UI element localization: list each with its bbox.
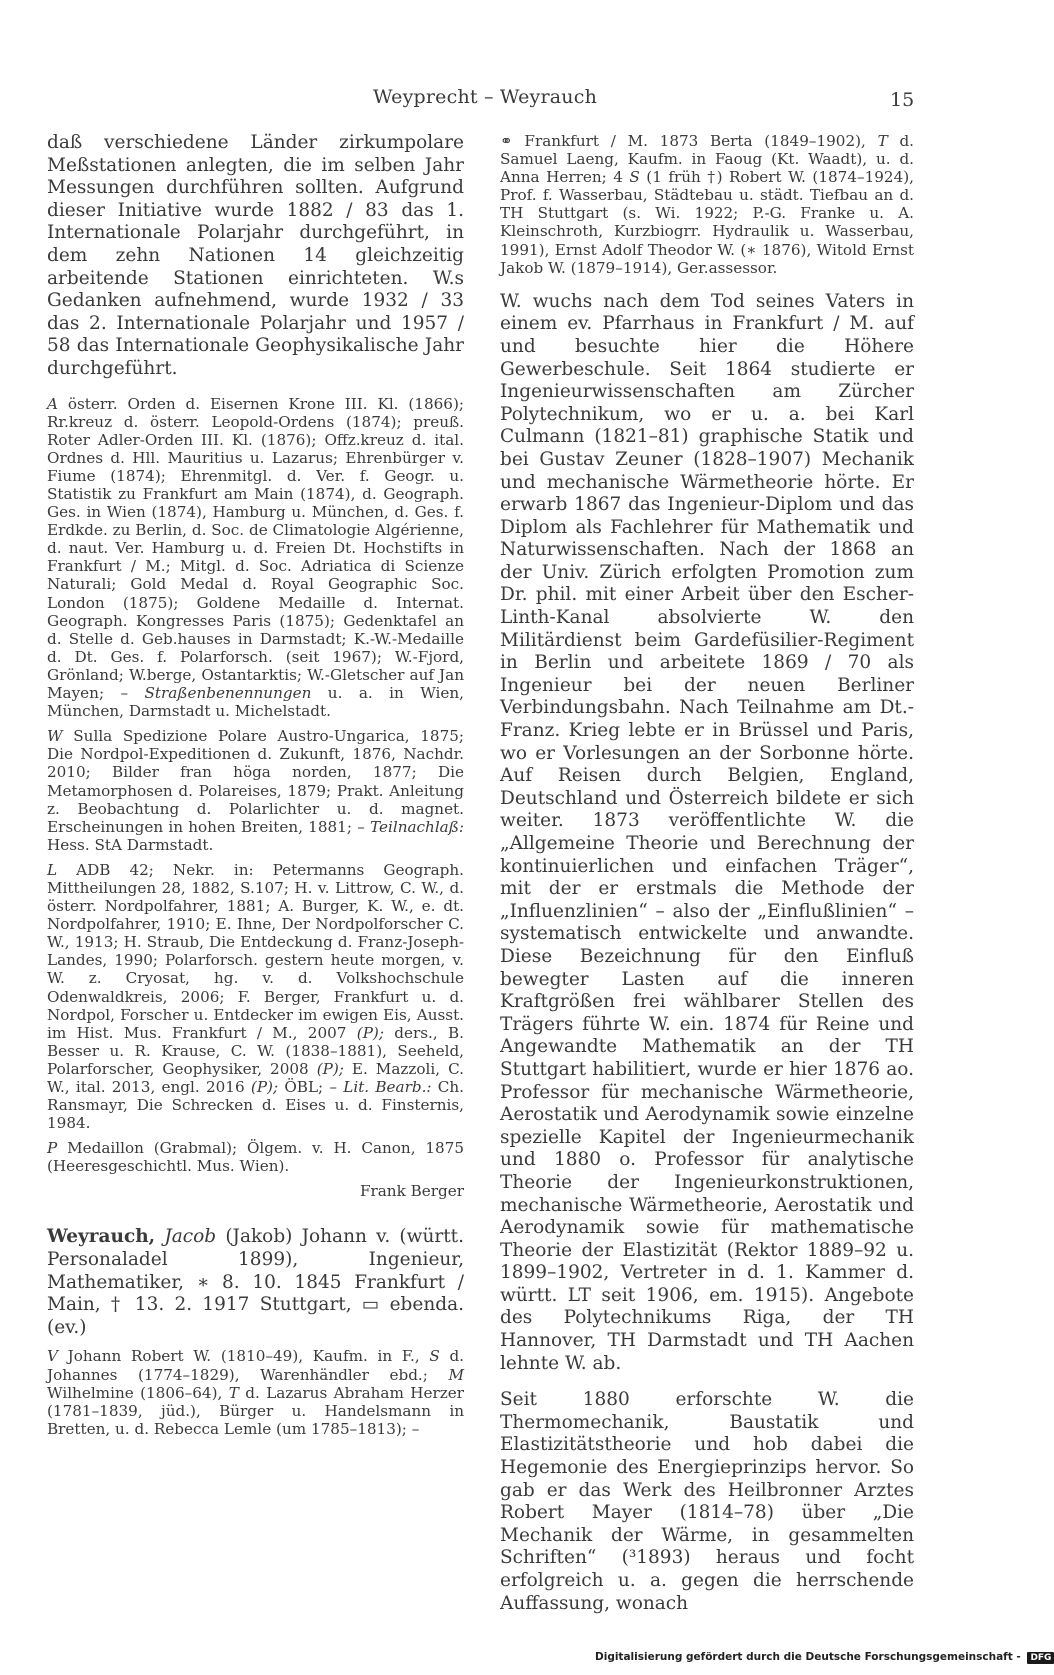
entry-details: (Jakob) Johann v. (württ. Personaladel 1899), Ingenieur, Mathematiker, ∗ 8. 10. 1845 Frankfurt / Main, † 13. 2. 1917 Stuttgart, ▭ ebenda. (ev.) xyxy=(47,1226,464,1338)
works-italic: Teilnachlaß: xyxy=(370,817,464,836)
family-cont-t-marker: T xyxy=(877,132,888,150)
portrait-section xyxy=(47,1139,464,1175)
entry-name: Weyrauch, xyxy=(47,1226,156,1248)
literature-tail: Ch. Ransmayr, Die Schrecken d. Eises u. d. Finsternis, 1984. xyxy=(47,1078,465,1133)
portrait-marker: P xyxy=(47,1139,58,1158)
literature-section xyxy=(47,861,464,1132)
family-text-2: d. Johannes (1774–1829), Warenhändler ebd.; xyxy=(47,1347,465,1384)
literature-text-1: ADB 42; Nekr. in: Petermanns Geograph. Mittheilungen 28, 1882, S.107; H. v. Littrow, C. W., d. österr. Nordpolfahrer, 1881; A. Burger, K. W., e. dt. Nordpolfahrer, 1910; E. Ihne, Der Nordpolforscher C. W., 1913; H. Straub, Die Entdeckung d. Franz-Joseph-Landes, 1990; Polarforsch. gestern heute morgen, v. W. z. Cryosat, hg. v. d. Volkshochschule Odenwaldkreis, 2006; F. Berger, Frankfurt u. d. Nordpol, Forscher u. Entdecker im ewigen Eis, Ausst. im Hist. Mus. Frankfurt / M., 2007 xyxy=(47,860,464,1042)
honors-text: österr. Orden d. Eisernen Krone III. Kl. (1866); Rr.kreuz d. österr. Leopold-Ordens (1874); preuß. Roter Adler-Orden III. Kl. (1876); Offz.kreuz d. ital. Ordnes d. Hll. Mauritius u. Lazarus; Ehrenbürger v. Fiume (1874); Ehrenmitgl. d. Ver. f. Geogr. u. Statistik zu Frankfurt am Main (1874), d. Geograph. Ges. in Wien (1874), Hamburg u. München, d. Ges. f. Erdkde. zu Berlin, d. Soc. de Climatologie Algérienne, d. naut. Ver. Hamburg u. d. Freien Dt. Hochstifts in Frankfurt / M.; Mitgl. d. Soc. Adriatica di Scienze Naturali; Gold Medal d. Royal Geographic Soc. London (1875); Goldene Medaille d. Internat. Geograph. Kongresses Paris (1875); Gedenktafel an d. Stelle d. Geb.hauses in Darmstadt; K.-W.-Medaille d. Dt. Ges. f. Polarforsch. (seit 1967); W.-Fjord, Grönland; W.berge, Ostantarktis; W.-Gletscher auf Jan Mayen; xyxy=(47,394,464,703)
family-t-marker: T xyxy=(228,1383,239,1402)
family-s-marker: S xyxy=(429,1347,440,1366)
dfg-logo-icon: DFG xyxy=(1027,1652,1054,1664)
literature-italic: Lit. Bearb.: xyxy=(343,1078,432,1096)
family-cont-3: (1 früh †) Robert W. (1874–1924), Prof. f. Wasserbau, Städtebau u. städt. Tiefbau an d. TH Stuttgart (s. Wi. 1922; P.-G. Franke u. A. Kleinschroth, Kurzbiogrr. Hydraulik u. Wasserbau, 1991), Ernst Adolf Theodor W. (∗ 1876), Witold Ernst Jakob W. (1879–1914), Ger.assessor. xyxy=(500,168,915,277)
family-marker: V xyxy=(47,1347,58,1366)
digitization-footer xyxy=(595,1651,1052,1669)
continuation-paragraph: daß verschiedene Länder zirkumpolare Meßstationen anlegten, die im selben Jahr Messungen durchführen sollten. Aufgrund dieser Initiative wurde 1882 / 83 das 1. Internationale Polarjahr durchgeführt, in dem zehn Nationen 14 gleichzeitig arbeitende Stationen einrichteten. W.s Gedanken aufnehmend, wurde 1932 / 33 das 2. Internationale Polarjahr und 1957 / 58 das Internationale Geophysikalische Jahr durchgeführt. xyxy=(47,132,464,379)
literature-text-3: E. Mazzoli, C. W., ital. 2013, engl. 2016 xyxy=(47,1059,464,1096)
literature-portrait-flag-1: (P); xyxy=(356,1023,384,1042)
biography-paragraph-1: W. wuchs nach dem Tod seines Vaters in einem ev. Pfarrhaus in Frankfurt / M. auf und besuchte hier die Höhere Gewerbeschule. Seit 1864 studierte er Ingenieurwissenschaften am Zürcher Polytechnikum, wo er u. a. bei Karl Culmann (1821–81) graphische Statik und bei Gustav Zeuner (1828–1907) Mechanik und mechanische Wärmetheorie hörte. Er erwarb 1867 das Ingenieur-Diplom und das Diplom als Fachlehrer für Mathematik und Naturwissenschaften. Nach der 1868 an der Univ. Zürich erfolgten Promotion zum Dr. phil. mit einer Arbeit über den Escher-Linth-Kanal absolvierte W. den Militärdienst beim Gardefüsilier-Regiment in Berlin und arbeitete 1869 / 70 als Ingenieur bei der neuen Berliner Verbindungsbahn. Nach Teilnahme am Dt.-Franz. Krieg lebte er in Brüssel und Paris, wo er Vorlesungen an der Sorbonne hörte. Auf Reisen durch Belgien, England, Deutschland und Österreich bildete er sich weiter. 1873 veröffentlichte W. die „Allgemeine Theorie und Berechnung der kontinuierlichen und einfachen Träger“, mit der er erstmals die Methode der „Influenzlinien“ – also der „Einflußlinien“ – systematisch entwickelte und anwandte. Diese Bezeichnung für den Einfluß bewegter Lasten auf die inneren Kraftgrößen frei wählbarer Stellen des Trägers führte W. ein. 1874 für Reine und Angewandte Mathematik an der TH Stuttgart habilitiert, wurde er hier 1876 ao. Professor für mechanische Wärmetheorie, Aerostatik und Aerodynamik sowie einzelne spezielle Kapitel der Ingenieurmechanik und 1880 o. Professor für analytische Theorie der Ingenieurkonstruktionen, mechanische Wärmetheorie, Aerostatik und Aerodynamik sowie für mathematische Theorie der Elastizität (Rektor 1889–92 u. 1899–1902, Vertreter in d. 1. Kammer d. württ. LT seit 1906, em. 1915). Angebote des Polytechnikums Riga, der TH Hannover, TH Darmstadt und TH Aachen lehnte W. ab. xyxy=(500,290,914,1374)
honors-dash: – xyxy=(104,684,145,703)
entry-given-name: Jacob xyxy=(164,1226,217,1248)
literature-portrait-flag-2: (P); xyxy=(316,1059,344,1078)
family-cont-2: d. Samuel Laeng, Kaufm. in Faoug (Kt. Waadt), u. d. Anna Herren; 4 xyxy=(500,132,914,187)
honors-section xyxy=(47,395,464,721)
literature-text-2: ders., B. Besser u. R. Krause, C. W. (1838–1881), Seeheld, Polarforscher, Geophysiker, 2008 xyxy=(47,1023,464,1078)
author-signature: Frank Berger xyxy=(359,1182,464,1201)
portrait-text: Medaillon (Grabmal); Ölgem. v. H. Canon, 1875 (Heeresgeschichtl. Mus. Wien). xyxy=(47,1139,465,1176)
works-text: Sulla Spedizione Polare Austro-Ungarica, 1875; Die Nordpol-Expeditionen d. Zukunft, 1876, Nachdr. 2010; Bilder fran höga norden, 1877; Die Metamorphosen d. Polareises, 1879; Prakt. Anleitung z. Beobachtung d. Polarlichter u. d. magnet. Erscheinungen in hohen Breiten, 1881; – xyxy=(47,727,465,836)
family-continuation xyxy=(500,132,914,277)
family-text-4: d. Lazarus Abraham Herzer (1781–1839, jüd.), Bürger u. Handelsmann in Bretten, u. d. Rebecca Lemle (um 1785–1813); – xyxy=(47,1383,464,1438)
honors-marker: A xyxy=(47,394,58,413)
literature-marker: L xyxy=(47,860,58,879)
right-column xyxy=(500,132,914,1621)
works-section xyxy=(47,727,464,854)
family-cont-1: ⚭ Frankfurt / M. 1873 Berta (1849–1902), xyxy=(500,132,866,150)
biography-paragraph-2: Seit 1880 erforschte W. die Thermomechanik, Baustatik und Elastizitätstheorie und hob dabei die Hegemonie des Energieprinzips hervor. So gab er das Werk des Heilbronner Arztes Robert Mayer (1814–78) über „Die Mechanik der Wärme, in gesammelten Schriften“ (³1893) heraus und focht erfolgreich u. a. gegen die herrschende Auffassung, wonach xyxy=(500,1389,914,1614)
honors-tail: u. a. in Wien, München, Darmstadt u. Michelstadt. xyxy=(47,684,464,721)
literature-text-4: ÖBL; – xyxy=(278,1078,337,1096)
literature-portrait-flag-3: (P); xyxy=(250,1078,279,1096)
footer-text: Digitalisierung gefördert durch die Deutsche Forschungsgemeinschaft - xyxy=(595,1651,1021,1663)
page-number: 15 xyxy=(890,89,915,111)
works-tail: Hess. StA Darmstadt. xyxy=(47,835,214,854)
family-text-1: Johann Robert W. (1810–49), Kaufm. in F., xyxy=(67,1347,420,1366)
family-cont-s-marker: S xyxy=(629,168,640,187)
honors-italic: Straßenbenennungen xyxy=(144,684,312,703)
entry-heading xyxy=(47,1226,464,1339)
works-marker: W xyxy=(47,727,63,746)
family-text-3: Wilhelmine (1806–64), xyxy=(47,1383,223,1402)
running-head: Weyprecht – Weyrauch xyxy=(372,86,598,108)
left-column xyxy=(47,132,464,1445)
family-section xyxy=(47,1347,464,1437)
page-header xyxy=(0,86,1000,116)
family-m-marker: M xyxy=(448,1365,464,1384)
